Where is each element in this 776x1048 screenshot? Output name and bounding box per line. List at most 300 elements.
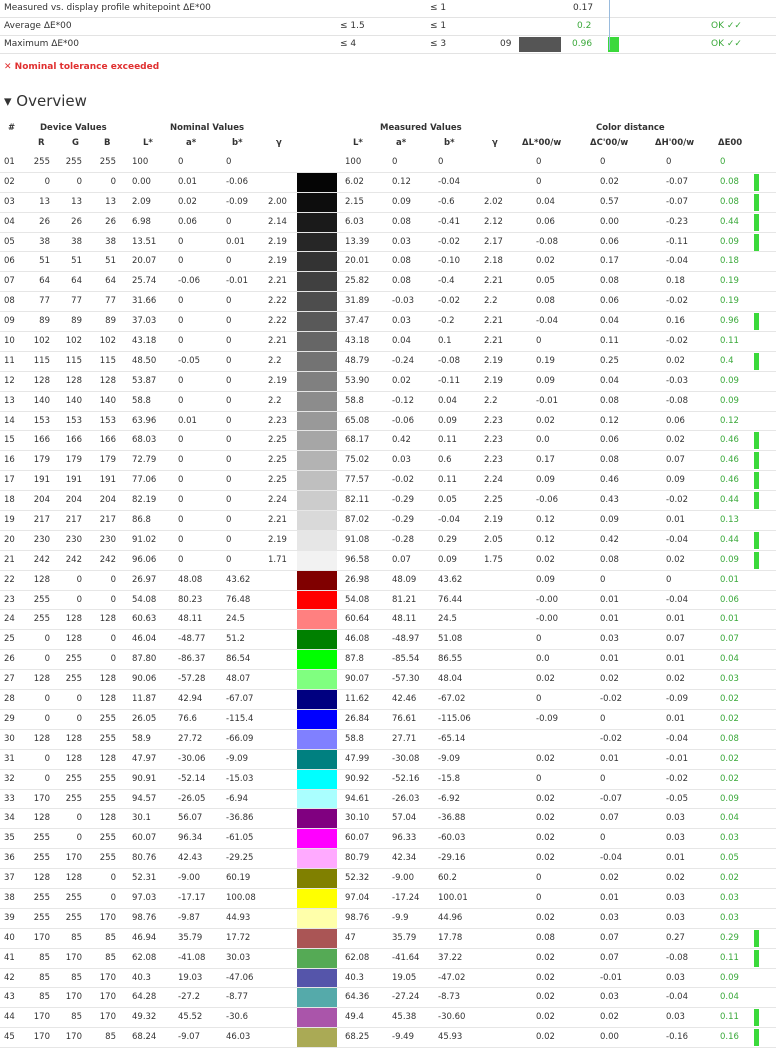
cell-delta-h: -0.04 (666, 256, 688, 267)
cell-g: 0 (76, 594, 82, 605)
cell-b-star: -30.6 (226, 1012, 248, 1023)
cell-delta-c: 0.02 (600, 1012, 619, 1023)
cell-b-star: 0 (226, 296, 232, 307)
cell-l: 37.03 (132, 316, 157, 327)
cell-r: 0 (44, 753, 50, 764)
patch-number: 43 (4, 992, 15, 1003)
cell-a: 0 (178, 375, 184, 386)
table-row (0, 531, 776, 551)
cell-b: 102 (99, 336, 116, 347)
cell-l: 46.04 (132, 634, 157, 645)
cell-g: 64 (71, 276, 82, 287)
cell-measured-a: 0 (392, 157, 398, 167)
patch-number: 42 (4, 972, 15, 983)
cell-measured-l: 97.04 (345, 892, 370, 903)
cell-delta-h: -0.02 (666, 773, 688, 784)
cell-b: 85 (105, 1032, 116, 1043)
cell-b-star: 0 (226, 554, 232, 565)
cell-measured-b: 0.05 (438, 495, 457, 506)
cell-delta-h: -0.02 (666, 336, 688, 347)
cell-delta-l: 0.02 (536, 972, 555, 983)
cell-b-star: -0.09 (226, 196, 248, 207)
cell-measured-a: -26.03 (392, 793, 420, 804)
cell-measured-gamma: 2.21 (484, 276, 503, 287)
cell-b-star: 0 (226, 355, 232, 366)
cell-a: 0.01 (178, 415, 197, 426)
cell-delta-l: 0 (536, 157, 542, 167)
cell-delta-h: 0.03 (666, 813, 685, 824)
cell-measured-l: 11.62 (345, 694, 370, 705)
cell-a: 0 (178, 554, 184, 565)
patch-number: 36 (4, 853, 15, 864)
cell-b: 13 (105, 196, 116, 207)
cell-a: -30.06 (178, 753, 206, 764)
cell-b: 242 (99, 554, 116, 565)
cell-delta-e: 0.44 (720, 534, 739, 545)
cell-l: 40.3 (132, 972, 151, 983)
cell-delta-h: 0.16 (666, 316, 685, 327)
cell-measured-a: 57.04 (392, 813, 417, 824)
patch-number: 40 (4, 932, 15, 943)
cell-measured-l: 98.76 (345, 912, 370, 923)
cell-g: 128 (65, 375, 82, 386)
table-row (0, 849, 776, 869)
color-swatch (297, 909, 337, 928)
cell-delta-c: 0.07 (600, 813, 619, 824)
cell-r: 0 (44, 176, 50, 187)
cell-b-star: 46.03 (226, 1032, 251, 1043)
cell-r: 128 (33, 574, 50, 585)
table-row (0, 491, 776, 511)
cell-measured-a: 42.34 (392, 853, 417, 864)
cell-measured-l: 60.64 (345, 614, 370, 625)
cell-delta-c: 0.00 (600, 216, 619, 227)
table-row (0, 272, 776, 292)
cell-measured-b: -0.02 (438, 236, 460, 247)
cell-l: 30.1 (132, 813, 151, 824)
table-row (0, 451, 776, 471)
cell-l: 6.98 (132, 216, 151, 227)
cell-l: 60.07 (132, 833, 157, 844)
cell-delta-e: 0.09 (720, 972, 739, 983)
cell-measured-l: 25.82 (345, 276, 370, 287)
cell-r: 0 (44, 713, 50, 724)
cell-measured-b: 100.01 (438, 892, 468, 903)
cell-measured-b: -0.6 (438, 196, 455, 207)
cell-delta-e: 0.09 (720, 236, 739, 247)
cell-measured-b: -0.04 (438, 515, 460, 526)
color-swatch (297, 929, 337, 948)
cell-delta-e: 0.4 (720, 355, 734, 366)
cell-a: 0 (178, 435, 184, 446)
cell-g: 38 (71, 236, 82, 247)
cell-l: 31.66 (132, 296, 157, 307)
cell-delta-e: 0.44 (720, 216, 739, 227)
cell-measured-a: 0.03 (392, 316, 411, 327)
cell-g: 170 (65, 992, 82, 1003)
cell-delta-h: 0.01 (666, 614, 685, 625)
cell-delta-l: 0.02 (536, 912, 555, 923)
cell-delta-h: 0.03 (666, 1012, 685, 1023)
cell-r: 85 (39, 972, 50, 983)
cell-delta-c: 0.07 (600, 952, 619, 963)
patch-number: 18 (4, 495, 15, 506)
cell-delta-c: 0.03 (600, 634, 619, 645)
cell-delta-l: 0 (536, 634, 542, 645)
table-row (0, 213, 776, 233)
cell-a: -0.06 (178, 276, 200, 287)
cell-delta-h: -0.02 (666, 296, 688, 307)
cell-measured-a: 96.33 (392, 833, 417, 844)
cell-delta-l: 0.02 (536, 554, 555, 565)
cell-g: 242 (65, 554, 82, 565)
color-swatch (297, 233, 337, 252)
cell-delta-h: 0.06 (666, 415, 685, 426)
cell-measured-b: 44.96 (438, 912, 463, 923)
cell-g: 51 (71, 256, 82, 267)
col-delta-e: ΔE00 (718, 138, 743, 148)
color-swatch (297, 869, 337, 888)
cell-delta-h: -0.04 (666, 992, 688, 1003)
cell-r: 170 (33, 793, 50, 804)
cell-measured-gamma: 2.12 (484, 216, 503, 227)
cell-g: 128 (65, 733, 82, 744)
cell-g: 85 (71, 932, 82, 943)
cell-measured-a: -0.24 (392, 355, 414, 366)
patch-number: 23 (4, 594, 15, 605)
color-swatch (297, 750, 337, 769)
cell-a: -9.07 (178, 1032, 200, 1043)
table-row (0, 988, 776, 1008)
cell-delta-e: 0.09 (720, 375, 739, 386)
cell-g: 255 (65, 892, 82, 903)
col-measured-gamma: γ (492, 138, 498, 148)
cell-l: 90.06 (132, 674, 157, 685)
cell-delta-h: 0.02 (666, 674, 685, 685)
cell-delta-c: 0.02 (600, 674, 619, 685)
cell-a: 96.34 (178, 833, 203, 844)
color-swatch (297, 829, 337, 848)
cell-b: 128 (99, 753, 116, 764)
cell-gamma: 2.14 (268, 216, 287, 227)
cell-a: -52.14 (178, 773, 206, 784)
cell-delta-e: 0.13 (720, 515, 739, 526)
cell-b-star: 0 (226, 495, 232, 506)
color-swatch (297, 730, 337, 749)
patch-number: 07 (4, 276, 15, 287)
cell-measured-b: -30.60 (438, 1012, 466, 1023)
col-measured-b: b* (444, 138, 455, 148)
color-swatch (297, 630, 337, 649)
cell-b: 26 (105, 216, 116, 227)
cell-delta-c: -0.01 (600, 972, 622, 983)
color-swatch (297, 471, 337, 490)
cell-b-star: 0 (226, 216, 232, 227)
cell-r: 242 (33, 554, 50, 565)
color-swatch (297, 770, 337, 789)
cell-measured-b: 45.93 (438, 1032, 463, 1043)
cell-delta-l: 0.19 (536, 355, 555, 366)
cell-a: 0 (178, 336, 184, 347)
cell-measured-a: -48.97 (392, 634, 420, 645)
cell-b-star: 0 (226, 515, 232, 526)
cell-measured-a: -0.03 (392, 296, 414, 307)
cell-b-star: 0 (226, 435, 232, 446)
cell-r: 26 (39, 216, 50, 227)
cell-delta-l: 0 (536, 773, 542, 784)
cell-delta-c: 0.09 (600, 515, 619, 526)
cell-g: 85 (71, 1012, 82, 1023)
patch-number: 30 (4, 733, 15, 744)
cell-delta-e: 0.19 (720, 296, 739, 307)
cell-measured-a: 0.09 (392, 196, 411, 207)
summary-label: Maximum ΔE*00 (4, 39, 80, 49)
cell-l: 53.87 (132, 375, 157, 386)
cell-r: 217 (33, 515, 50, 526)
cell-delta-l: 0.08 (536, 296, 555, 307)
cell-delta-l: 0.02 (536, 853, 555, 864)
cell-a: 19.03 (178, 972, 203, 983)
cell-measured-a: 0.02 (392, 375, 411, 386)
cell-delta-e: 0.29 (720, 932, 739, 943)
cell-delta-l: 0 (536, 873, 542, 884)
cell-l: 96.06 (132, 554, 157, 565)
cell-delta-c: 0.25 (600, 355, 619, 366)
patch-number: 05 (4, 236, 15, 247)
cell-measured-l: 6.03 (345, 216, 364, 227)
cell-r: 128 (33, 873, 50, 884)
cell-g: 128 (65, 634, 82, 645)
cell-measured-b: -0.4 (438, 276, 455, 287)
cell-measured-a: -9.49 (392, 1032, 414, 1043)
cell-delta-c: 0.02 (600, 873, 619, 884)
patch-number: 19 (4, 515, 15, 526)
cell-a: 0 (178, 515, 184, 526)
cell-r: 128 (33, 733, 50, 744)
cell-measured-l: 62.08 (345, 952, 370, 963)
table-row (0, 670, 776, 690)
cell-delta-h: -0.09 (666, 694, 688, 705)
delta-bar (754, 1009, 759, 1026)
cell-b: 255 (99, 713, 116, 724)
cell-measured-a: -27.24 (392, 992, 420, 1003)
cell-delta-e: 0.01 (720, 614, 739, 625)
cell-delta-l: 0.02 (536, 415, 555, 426)
cell-delta-c: 0.07 (600, 932, 619, 943)
patch-number: 44 (4, 1012, 15, 1023)
cell-measured-l: 54.08 (345, 594, 370, 605)
color-swatch (297, 889, 337, 908)
cell-b: 217 (99, 515, 116, 526)
cell-measured-gamma: 2.24 (484, 475, 503, 486)
cell-measured-l: 47.99 (345, 753, 370, 764)
cell-measured-l: 87.02 (345, 515, 370, 526)
summary-row (0, 0, 776, 18)
cell-a: 0.02 (178, 196, 197, 207)
cell-delta-h: 0.02 (666, 435, 685, 446)
color-swatch (297, 372, 337, 391)
cell-delta-e: 0.09 (720, 793, 739, 804)
cell-l: 90.91 (132, 773, 157, 784)
patch-number: 15 (4, 435, 15, 446)
cell-gamma: 2.2 (268, 355, 282, 366)
color-swatch (297, 849, 337, 868)
cell-gamma: 2.19 (268, 256, 287, 267)
cell-l: 0.00 (132, 176, 151, 187)
cell-measured-b: 0.09 (438, 554, 457, 565)
cell-measured-b: 17.78 (438, 932, 463, 943)
color-swatch (297, 312, 337, 331)
table-row (0, 352, 776, 372)
patch-number: 41 (4, 952, 15, 963)
cell-a: 0.06 (178, 216, 197, 227)
cell-l: 58.9 (132, 733, 151, 744)
cell-measured-a: 0.03 (392, 236, 411, 247)
cell-delta-l: 0.06 (536, 216, 555, 227)
cell-a: -48.77 (178, 634, 206, 645)
cell-measured-b: -0.10 (438, 256, 460, 267)
cell-delta-h: -0.02 (666, 495, 688, 506)
cell-r: 191 (33, 475, 50, 486)
overview-heading[interactable]: ▾ Overview (4, 92, 87, 110)
cell-b-star: 0.01 (226, 236, 245, 247)
cell-measured-l: 96.58 (345, 554, 370, 565)
cell-l: 80.76 (132, 853, 157, 864)
cell-delta-l: 0.04 (536, 196, 555, 207)
patch-number: 38 (4, 892, 15, 903)
cell-b-star: 0 (226, 534, 232, 545)
color-swatch (297, 272, 337, 291)
cell-measured-a: 0.08 (392, 276, 411, 287)
cell-measured-b: 37.22 (438, 952, 463, 963)
cell-gamma: 2.00 (268, 196, 287, 207)
cell-l: 82.19 (132, 495, 157, 506)
cell-l: 63.96 (132, 415, 157, 426)
cell-measured-l: 100 (345, 157, 362, 167)
cell-b-star: 60.19 (226, 873, 251, 884)
cell-a: 56.07 (178, 813, 203, 824)
cell-measured-l: 26.84 (345, 713, 370, 724)
cell-gamma: 2.22 (268, 296, 287, 307)
cell-l: 26.05 (132, 713, 157, 724)
summary-nominal-criteria: ≤ 1 (430, 3, 447, 13)
cell-delta-c: 0 (600, 713, 606, 724)
cell-a: 27.72 (178, 733, 203, 744)
cell-delta-l: -0.09 (536, 713, 558, 724)
cell-delta-c: 0.01 (600, 753, 619, 764)
cell-l: 20.07 (132, 256, 157, 267)
cell-delta-c: -0.04 (600, 853, 622, 864)
cell-a: 0 (178, 236, 184, 247)
cell-l: 87.80 (132, 654, 157, 665)
cell-measured-a: 0.42 (392, 435, 411, 446)
cell-measured-gamma: 2.2 (484, 296, 498, 307)
cell-a: 0 (178, 395, 184, 406)
cell-delta-l: 0.12 (536, 534, 555, 545)
cell-delta-e: 0.12 (720, 415, 739, 426)
summary-value: 0.17 (573, 3, 594, 13)
cell-l: 68.24 (132, 1032, 157, 1043)
cell-delta-c: 0.04 (600, 375, 619, 386)
cell-b-star: 0 (226, 256, 232, 267)
cell-measured-gamma: 2.21 (484, 336, 503, 347)
cell-delta-e: 0.19 (720, 276, 739, 287)
cell-l: 60.63 (132, 614, 157, 625)
cell-b-star: -67.07 (226, 694, 254, 705)
col-a: a* (186, 138, 197, 148)
cell-b-star: -29.25 (226, 853, 254, 864)
table-row (0, 431, 776, 451)
cell-b: 0 (110, 634, 116, 645)
cell-measured-b: -0.11 (438, 375, 460, 386)
cell-measured-l: 53.90 (345, 375, 370, 386)
cell-delta-h: 0.02 (666, 355, 685, 366)
cell-r: 77 (39, 296, 50, 307)
cell-b: 255 (99, 733, 116, 744)
cell-g: 0 (76, 713, 82, 724)
tolerance-warning: ✕ Nominal tolerance exceeded (4, 62, 160, 72)
cell-measured-a: -30.08 (392, 753, 420, 764)
cell-delta-h: 0.01 (666, 515, 685, 526)
summary-nominal-criteria: ≤ 1 (430, 21, 447, 31)
patch-number: 04 (4, 216, 15, 227)
cell-delta-c: 0.01 (600, 892, 619, 903)
patch-number: 31 (4, 753, 15, 764)
color-swatch (297, 610, 337, 629)
cell-delta-e: 0.16 (720, 1032, 739, 1043)
cell-b: 128 (99, 674, 116, 685)
cell-b-star: -15.03 (226, 773, 254, 784)
cell-b-star: 0 (226, 455, 232, 466)
cell-delta-e: 0.44 (720, 495, 739, 506)
patch-number: 14 (4, 415, 15, 426)
divider (609, 0, 610, 50)
color-swatch (297, 213, 337, 232)
cell-g: 128 (65, 753, 82, 764)
cell-measured-a: 0.08 (392, 216, 411, 227)
cell-delta-e: 0.02 (720, 694, 739, 705)
table-row (0, 392, 776, 412)
patch-number: 21 (4, 554, 15, 565)
patch-number: 09 (4, 316, 15, 327)
cell-b: 255 (99, 853, 116, 864)
cell-g: 26 (71, 216, 82, 227)
cell-b: 0 (110, 892, 116, 903)
cell-delta-l: -0.08 (536, 236, 558, 247)
col-r: R (38, 138, 45, 148)
table-row (0, 909, 776, 929)
cell-measured-gamma: 1.75 (484, 554, 503, 565)
cell-measured-l: 64.36 (345, 992, 370, 1003)
cell-measured-b: 24.5 (438, 614, 457, 625)
cell-delta-e: 0 (720, 157, 726, 167)
cell-r: 170 (33, 1012, 50, 1023)
cell-g: 255 (65, 912, 82, 923)
cell-delta-c: 0.08 (600, 554, 619, 565)
color-swatch (297, 710, 337, 729)
cell-b-star: 0 (226, 336, 232, 347)
table-row (0, 1008, 776, 1028)
cell-delta-h: 0.18 (666, 276, 685, 287)
cell-delta-l: -0.06 (536, 495, 558, 506)
cell-delta-h: -0.23 (666, 216, 688, 227)
patch-number: 45 (4, 1032, 15, 1043)
color-swatch (297, 571, 337, 590)
cell-b: 128 (99, 813, 116, 824)
overview-table (0, 153, 776, 1048)
cell-measured-b: 0.04 (438, 395, 457, 406)
cell-measured-gamma: 2.23 (484, 415, 503, 426)
